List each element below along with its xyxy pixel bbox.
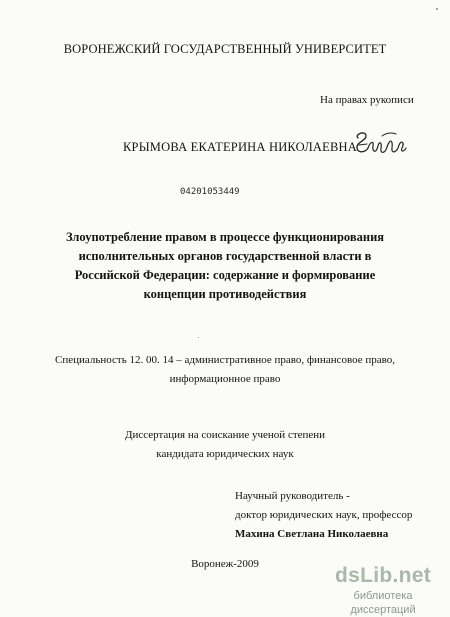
supervisor-degree: доктор юридических наук, профессор [235, 509, 413, 521]
supervisor-block [235, 487, 412, 544]
watermark [322, 563, 444, 616]
specialty-block [30, 351, 420, 389]
registration-code: 04201053449 [180, 187, 240, 197]
university-name: ВОРОНЕЖСКИЙ ГОСУДАРСТВЕННЫЙ УНИВЕРСИТЕТ [63, 42, 387, 56]
thesis-title [40, 228, 410, 304]
degree-line: кандидата юридических наук [156, 448, 294, 460]
specialty-line: Специальность 12. 00. 14 – административное право, финансовое право, [54, 354, 395, 366]
city-year: Воронеж-2009 [191, 558, 259, 570]
scan-speck [436, 8, 438, 10]
handwritten-signature [352, 128, 408, 162]
degree-statement [60, 426, 390, 464]
supervisor-name: Махина Светлана Николаевна [235, 528, 389, 540]
rights-note: На правах рукописи [320, 94, 414, 106]
thesis-title-line: Российской Федерации: содержание и формирование [74, 268, 376, 282]
supervisor-role: Научный руководитель - [235, 490, 350, 502]
watermark-logo: dsLib.net [334, 564, 432, 587]
author-name: КРЫМОВА ЕКАТЕРИНА НИКОЛАЕВНА [123, 140, 357, 154]
specialty-line: информационное право [169, 373, 281, 385]
thesis-title-line: исполнительных органов государственной власти в [78, 249, 372, 263]
thesis-title-line: концепции противодействия [143, 287, 307, 301]
thesis-title-line: Злоупотребление правом в процессе функционирования [65, 230, 385, 244]
watermark-subtitle: библиотека диссертаций [350, 590, 416, 616]
scan-speck [198, 337, 199, 338]
degree-line: Диссертация на соискание ученой степени [124, 429, 326, 441]
